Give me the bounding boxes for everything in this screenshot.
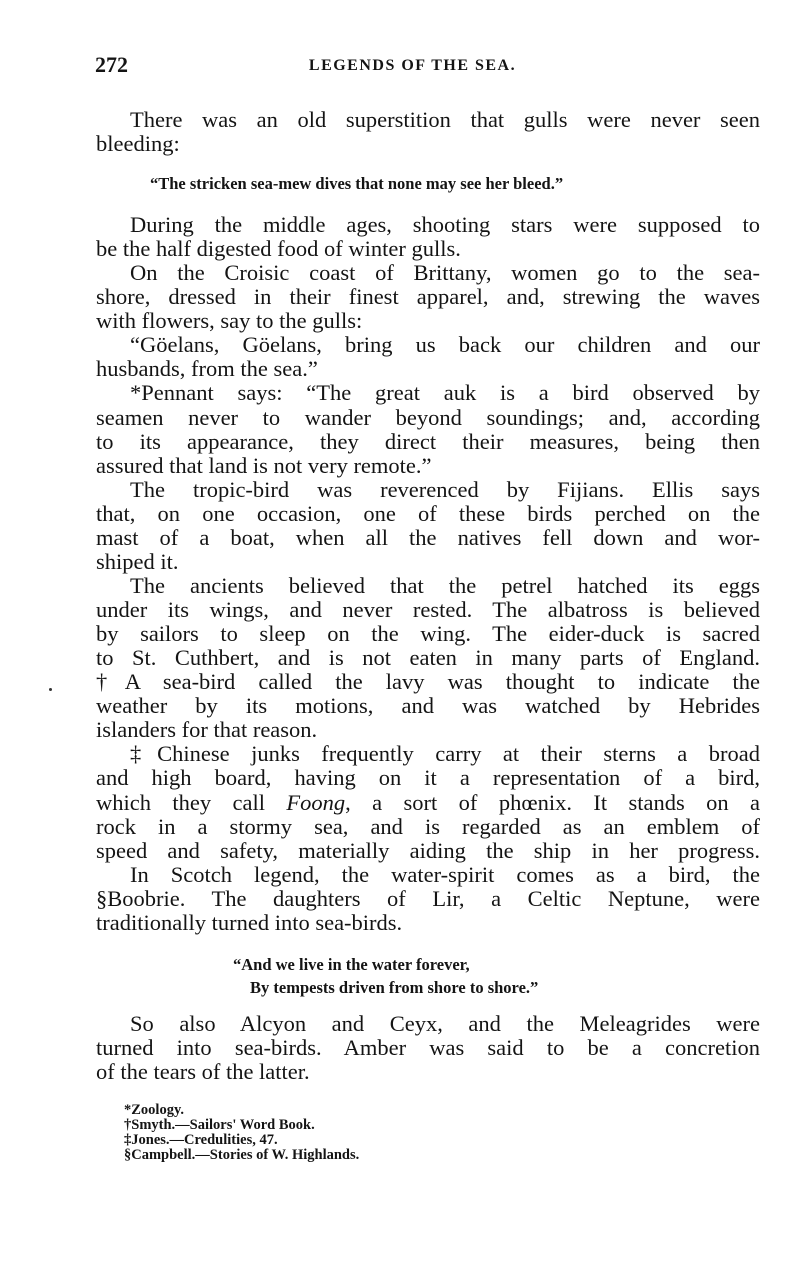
text-line bbox=[96, 694, 760, 718]
text-line bbox=[96, 108, 760, 132]
line-text: rock in a stormy sea, and is regarded as an emblem of bbox=[96, 813, 760, 839]
text-line bbox=[96, 430, 760, 454]
line-text: assured that land is not very remote.” bbox=[96, 452, 432, 478]
block-quote: “The stricken sea-mew dives that none may see her bleed.” bbox=[150, 174, 564, 193]
text-line bbox=[96, 863, 760, 887]
line-text: “Göelans, Göelans, bring us back our children and our bbox=[130, 332, 760, 358]
text-line bbox=[96, 333, 760, 357]
line-text: The ancients believed that the petrel hatched its eggs bbox=[130, 572, 760, 598]
line-text: There was an old superstition that gulls were never seen bbox=[130, 107, 760, 132]
line-text: weather by its motions, and was watched by Hebrides bbox=[96, 693, 760, 719]
text-line bbox=[96, 718, 760, 742]
line-text: ‡Chinese junks frequently carry at their sterns a broad bbox=[130, 741, 760, 767]
line-text: under its wings, and never rested. The albatross is believed bbox=[96, 597, 760, 622]
line-text: *Pennant says: “The great auk is a bird observed by bbox=[130, 380, 760, 406]
text-line bbox=[96, 839, 760, 863]
text-line bbox=[96, 646, 760, 670]
line-text: to its appearance, they direct their measures, being then bbox=[96, 428, 760, 454]
text-line bbox=[96, 309, 760, 333]
text-line bbox=[96, 213, 760, 237]
text-line bbox=[96, 454, 760, 478]
footnote: §Campbell.—Stories of W. Highlands. bbox=[124, 1147, 360, 1163]
line-text: In Scotch legend, the water-spirit comes as a bird, the bbox=[130, 861, 760, 887]
line-text: of the tears of the latter. bbox=[96, 1059, 310, 1085]
footnote: †Smyth.—Sailors' Word Book. bbox=[124, 1117, 315, 1133]
text-line bbox=[96, 815, 760, 839]
text-line bbox=[96, 237, 760, 261]
line-text: which they call bbox=[96, 789, 287, 815]
line-text: that, on one occasion, one of these birds perched on the bbox=[96, 500, 760, 526]
scan-speck bbox=[49, 688, 52, 691]
text-line bbox=[96, 887, 760, 911]
running-head: LEGENDS OF THE SEA. bbox=[308, 57, 517, 74]
line-text: The tropic-bird was reverenced by Fijians. Ellis says bbox=[130, 476, 760, 502]
line-text: speed and safety, materially aiding the ship in her progress. bbox=[96, 837, 760, 863]
line-text: with flowers, say to the gulls: bbox=[96, 308, 363, 334]
line-text: husbands, from the sea.” bbox=[96, 356, 318, 382]
footnote: *Zoology. bbox=[124, 1102, 185, 1118]
line-text: bleeding: bbox=[96, 131, 180, 157]
text-line bbox=[96, 550, 760, 574]
footnotes bbox=[124, 1103, 359, 1163]
text-line bbox=[96, 574, 760, 598]
poem-line-1: “And we live in the water forever, bbox=[233, 955, 470, 974]
text-line bbox=[96, 381, 760, 405]
line-text: islanders for that reason. bbox=[96, 717, 318, 743]
paragraph-2 bbox=[96, 213, 760, 935]
text-line bbox=[96, 357, 760, 381]
line-text: to St. Cuthbert, and is not eaten in many parts of England. bbox=[96, 645, 760, 671]
text-line bbox=[96, 622, 760, 646]
line-text: traditionally turned into sea-birds. bbox=[96, 909, 403, 935]
line-text: shore, dressed in their finest apparel, and, strewing the waves bbox=[96, 284, 760, 310]
text-line bbox=[96, 285, 760, 309]
line-text: and high board, having on it a representation of a bird, bbox=[96, 765, 760, 791]
paragraph-3 bbox=[96, 1012, 760, 1084]
text-line bbox=[96, 502, 760, 526]
line-text: So also Alcyon and Ceyx, and the Meleagrides were bbox=[130, 1011, 760, 1036]
line-text: During the middle ages, shooting stars were supposed to bbox=[130, 212, 760, 237]
text-line bbox=[96, 791, 760, 815]
line-text: †A sea-bird called the lavy was thought to indicate the bbox=[96, 669, 760, 695]
text-line bbox=[96, 766, 760, 790]
line-text: shiped it. bbox=[96, 548, 179, 574]
paragraph-1 bbox=[96, 108, 760, 156]
line-text: , a sort of phœnix. It stands on a bbox=[345, 789, 760, 815]
italic-word: Foong bbox=[286, 789, 346, 815]
text-line bbox=[96, 911, 760, 935]
text-line bbox=[96, 406, 760, 430]
line-text: seamen never to wander beyond soundings; and, according bbox=[96, 404, 760, 430]
text-line bbox=[96, 132, 760, 156]
line-text: §Boobrie. The daughters of Lir, a Celtic Neptune, were bbox=[96, 885, 760, 911]
page-number: 272 bbox=[95, 52, 128, 77]
text-line bbox=[96, 261, 760, 285]
poem-line-2: By tempests driven from shore to shore.” bbox=[250, 978, 539, 997]
line-text: by sailors to sleep on the wing. The eider-duck is sacred bbox=[96, 621, 760, 647]
footnote: ‡Jones.—Credulities, 47. bbox=[124, 1132, 278, 1148]
text-line bbox=[96, 742, 760, 766]
line-text: turned into sea-birds. Amber was said to be a concretion bbox=[96, 1035, 760, 1061]
text-line bbox=[96, 670, 760, 694]
line-text: mast of a boat, when all the natives fell down and wor- bbox=[96, 524, 760, 550]
text-line bbox=[96, 526, 760, 550]
line-text: be the half digested food of winter gulls. bbox=[96, 236, 461, 262]
text-line bbox=[96, 1012, 760, 1036]
text-line bbox=[96, 1060, 760, 1084]
text-line bbox=[96, 1036, 760, 1060]
text-line bbox=[96, 598, 760, 622]
text-line bbox=[96, 478, 760, 502]
line-text: On the Croisic coast of Brittany, women go to the sea- bbox=[130, 260, 760, 286]
